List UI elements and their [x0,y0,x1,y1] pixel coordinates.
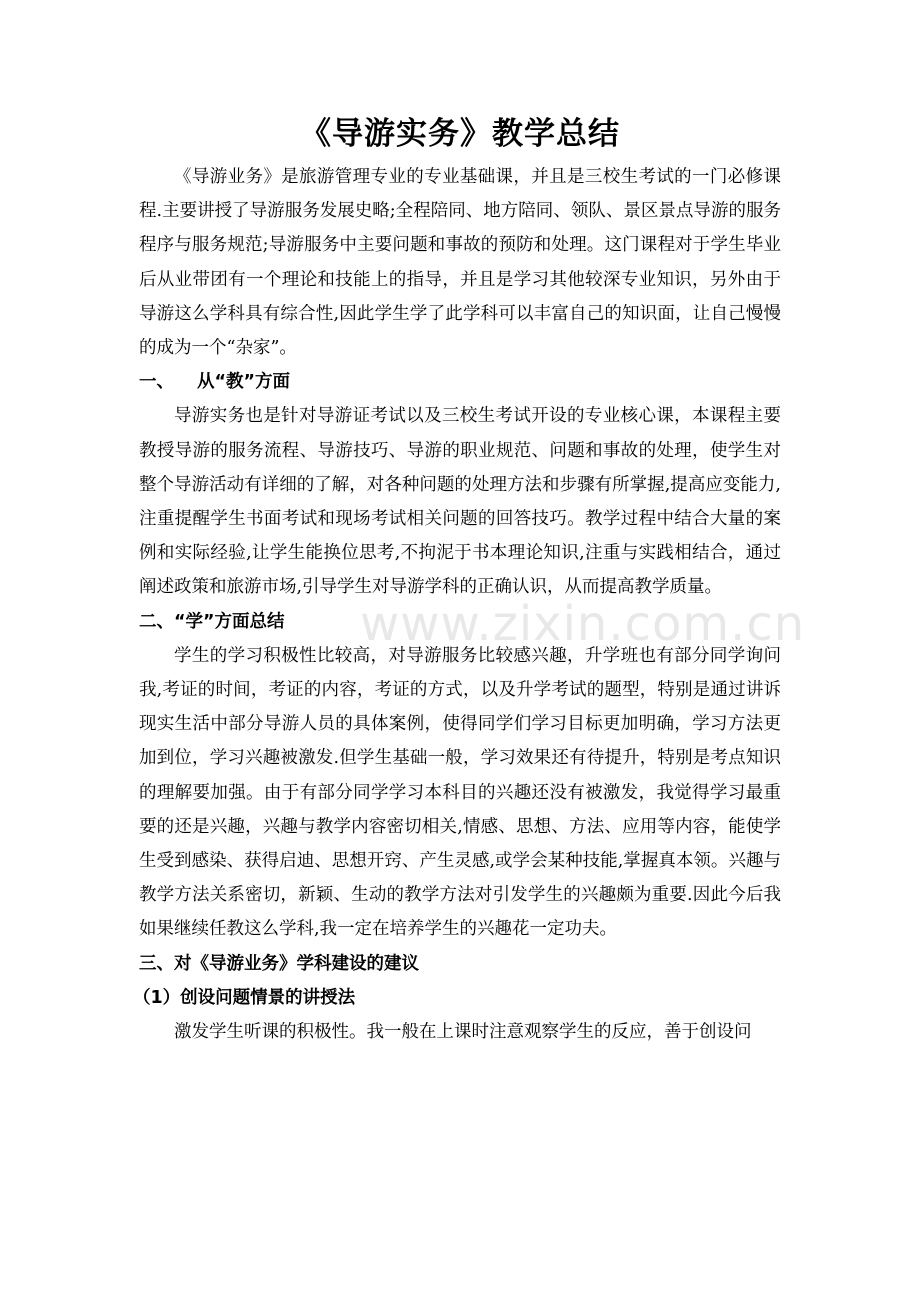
watermark: www.zixin.com.cn [360,596,806,652]
section-2-paragraph: 学生的学习积极性比较高，对导游服务比较感兴趣，升学班也有部分同学询问我,考证的时间，考证的内容，考证的方式，以及升学考试的题型，特别是通过讲诉现实生活中部分导游人员的具体案例，使得同学们学习目标更加明确，学习方法更加到位，学习兴趣被激发.但学生基础一般，学习效果还有待提升，特别是考点知识的理解要加强。由于有部分同学学习本科目的兴趣还没有被激发，我觉得学习最重要的还是兴趣，兴趣与教学内容密切相关,情感、思想、方法、应用等内容，能使学生受到感染、获得启迪、思想开窍、产生灵感,或学会某种技能,掌握真本领。兴趣与教学方法关系密切，新颖、生动的教学方法对引发学生的兴趣颇为重要.因此今后我如果继续任教这么学科,我一定在培养学生的兴趣花一定功夫。 [139,645,781,940]
document-page [133,108,781,1049]
section-2-heading: 二、“学”方面总结 [139,611,285,632]
section-1-paragraph: 导游实务也是针对导游证考试以及三校生考试开设的专业核心课，本课程主要教授导游的服务流程、导游技巧、导游的职业规范、问题和事故的处理，使学生对整个导游活动有详细的了解，对各种问题的处理方法和步骤有所掌握,提高应变能力,注重提醒学生书面考试和现场考试相关问题的回答技巧。教学过程中结合大量的案例和实际经验,让学生能换位思考,不拘泥于书本理论知识,注重与实践相结合，通过阐述政策和旅游市场,引导学生对导游学科的正确认识，从而提高教学质量。 [139,406,781,598]
intro-paragraph: 《导游业务》是旅游管理专业的专业基础课，并且是三校生考试的一门必修课程.主要讲授了导游服务发展史略;全程陪同、地方陪同、领队、景区景点导游的服务程序与服务规范;导游服务中主要问题和事故的预防和处理。这门课程对于学生毕业后从业带团有一个理论和技能上的指导，并且是学习其他较深专业知识，另外由于导游这么学科具有综合性,因此学生学了此学科可以丰富自己的知识面，让自己慢慢的成为一个“杂家”。 [139,167,781,359]
section-1-heading [139,365,781,399]
section-3-sub-1-heading: （1）创设问题情景的讲授法 [133,987,356,1008]
section-1-title: 从“教”方面 [197,372,291,393]
section-3-sub-1-paragraph: 激发学生听课的积极性。我一般在上课时注意观察学生的反应，善于创设问 [174,1022,752,1043]
section-3-heading: 三、对《导游业务》学科建设的建议 [139,953,419,974]
section-1-number: 一、 [139,372,174,393]
document-title: 《导游实务》教学总结 [300,116,620,152]
